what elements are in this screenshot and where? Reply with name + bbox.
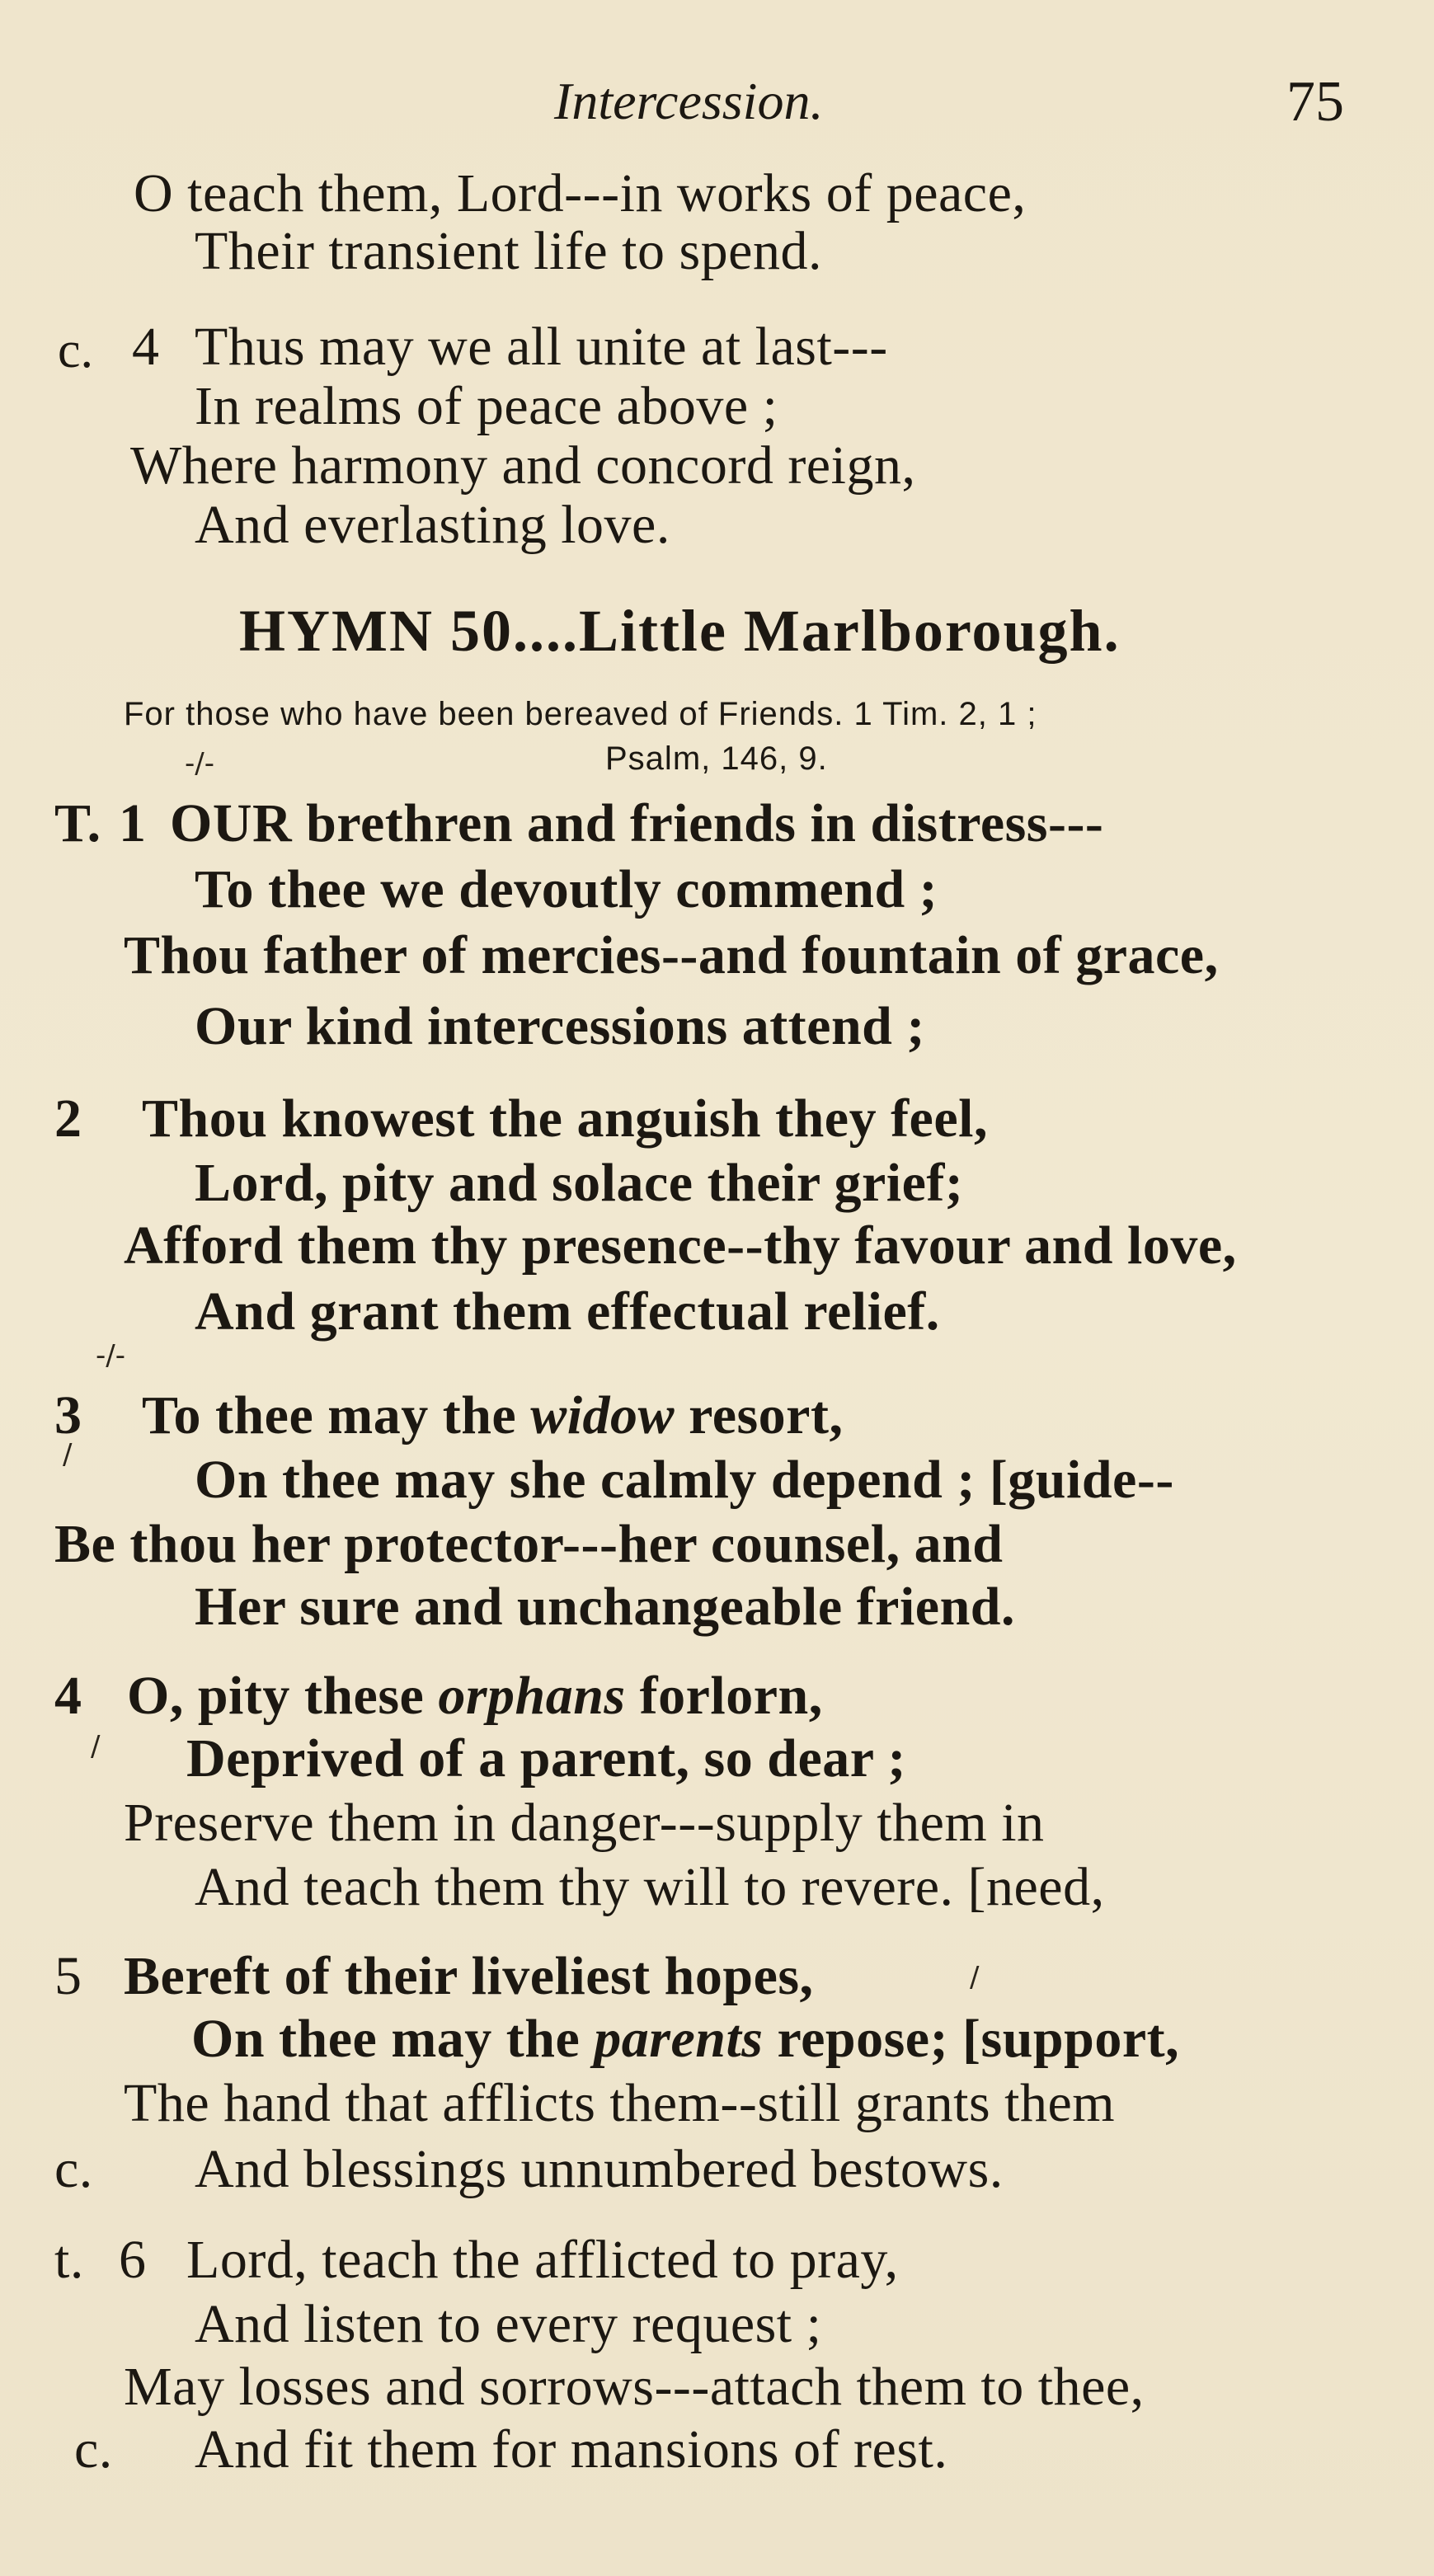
pencil-mark: / xyxy=(91,1730,101,1763)
stanza-number: 3 xyxy=(54,1385,82,1445)
emphasis-word: orphans xyxy=(438,1666,626,1726)
verse-line: In realms of peace above ; xyxy=(195,376,778,436)
verse-line: Afford them thy presence--thy favour and love, xyxy=(124,1215,1237,1276)
stanza-marker: t. xyxy=(54,2230,84,2290)
hymn-subtitle-line-1: For those who have been bereaved of Friends. 1 Tim. 2, 1 ; xyxy=(124,696,1037,732)
verse-line: And listen to every request ; xyxy=(195,2294,822,2354)
verse-line: Where harmony and concord reign, xyxy=(130,435,916,496)
verse-line: Our kind intercessions attend ; xyxy=(195,996,925,1056)
verse-line: OUR brethren and friends in distress--- xyxy=(170,793,1104,853)
page-number: 75 xyxy=(1286,70,1344,134)
verse-text: On thee may the xyxy=(191,2009,595,2069)
stanza-number: 2 xyxy=(54,1088,82,1149)
stanza-number: 6 xyxy=(119,2230,147,2290)
verse-line: Their transient life to spend. xyxy=(195,221,822,281)
stanza-end-marker: c. xyxy=(74,2419,113,2480)
verse-line xyxy=(127,1666,823,1726)
verse-line: O teach them, Lord---in works of peace, xyxy=(134,163,1027,223)
verse-line: Bereft of their liveliest hopes, xyxy=(124,1946,814,2006)
pencil-mark: / xyxy=(970,1961,980,1994)
emphasis-word: widow xyxy=(530,1385,675,1445)
hymn-title: HYMN 50....Little Marlborough. xyxy=(239,598,1121,664)
verse-line: To thee we devoutly commend ; xyxy=(195,859,938,919)
verse-line: Thus may we all unite at last--- xyxy=(195,317,888,377)
verse-line: On thee may she calmly depend ; [guide-- xyxy=(195,1450,1174,1510)
verse-line: And teach them thy will to revere. [need, xyxy=(195,1857,1105,1917)
verse-line: And grant them effectual relief. xyxy=(195,1281,940,1342)
pencil-mark: -/- xyxy=(96,1339,125,1372)
verse-line: Be thou her protector---her counsel, and xyxy=(54,1514,1004,1574)
verse-line: Deprived of a parent, so dear ; xyxy=(186,1728,906,1789)
verse-line: Her sure and unchangeable friend. xyxy=(195,1577,1015,1637)
hymn-subtitle-line-2: Psalm, 146, 9. xyxy=(605,740,828,777)
verse-text: To thee may the xyxy=(142,1385,531,1445)
verse-line: Preserve them in danger---supply them in xyxy=(124,1793,1045,1853)
stanza-marker: c. xyxy=(58,322,94,378)
stanza-number: 5 xyxy=(54,1946,82,2006)
verse-line: Thou knowest the anguish they feel, xyxy=(142,1088,988,1149)
verse-line xyxy=(191,2009,1180,2069)
pencil-mark: -/- xyxy=(185,747,214,780)
verse-line: Thou father of mercies--and fountain of grace, xyxy=(124,925,1219,985)
pencil-mark: / xyxy=(63,1438,73,1471)
stanza-number: 4 xyxy=(54,1666,82,1726)
verse-line: Lord, teach the afflicted to pray, xyxy=(186,2230,899,2290)
verse-line: Lord, pity and solace their grief; xyxy=(195,1153,964,1213)
verse-line xyxy=(142,1385,844,1445)
running-title: Intercession. xyxy=(554,72,824,130)
emphasis-word: parents xyxy=(594,2009,764,2069)
verse-line: And fit them for mansions of rest. xyxy=(195,2419,948,2480)
verse-line: And blessings unnumbered bestows. xyxy=(195,2139,1004,2199)
verse-text: forlorn, xyxy=(625,1666,823,1726)
verse-line: The hand that afflicts them--still grants them xyxy=(124,2073,1116,2133)
verse-text: O, pity these xyxy=(127,1666,439,1726)
stanza-number: 4 xyxy=(132,317,160,377)
verse-text: resort, xyxy=(675,1385,844,1445)
verse-line: May losses and sorrows---attach them to thee, xyxy=(124,2357,1145,2417)
stanza-marker: T. xyxy=(54,793,101,853)
verse-text: repose; [support, xyxy=(763,2009,1180,2069)
stanza-number: 1 xyxy=(119,793,147,853)
verse-line: And everlasting love. xyxy=(195,495,670,555)
stanza-end-marker: c. xyxy=(54,2139,93,2199)
